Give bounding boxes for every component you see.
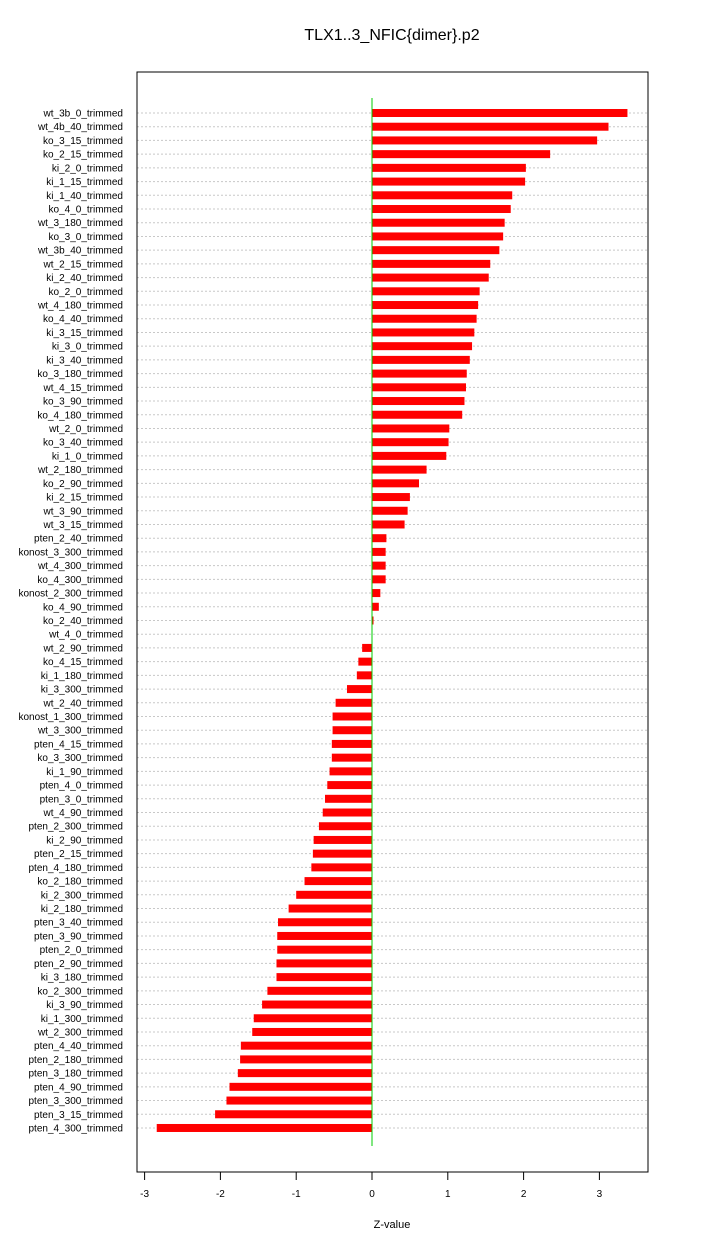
bar — [319, 822, 372, 830]
bar — [372, 520, 405, 528]
category-label: ko_2_90_trimmed — [42, 478, 123, 490]
bar — [357, 671, 372, 679]
category-label: ko_3_40_trimmed — [42, 437, 123, 449]
bar — [372, 109, 627, 117]
category-label: pten_3_300_trimmed — [28, 1096, 123, 1108]
category-label: pten_4_90_trimmed — [34, 1082, 123, 1094]
category-label: ki_2_300_trimmed — [40, 890, 123, 902]
category-label: ko_4_300_trimmed — [37, 574, 123, 586]
bar — [372, 507, 408, 515]
category-label: ki_3_0_trimmed — [51, 341, 123, 353]
x-tick-label: 0 — [369, 1189, 375, 1200]
category-label: konost_2_300_trimmed — [18, 588, 123, 600]
category-label: ki_1_300_trimmed — [40, 1013, 123, 1025]
category-label: pten_3_180_trimmed — [28, 1068, 123, 1080]
category-label: pten_3_15_trimmed — [34, 1109, 123, 1121]
category-label: wt_2_180_trimmed — [37, 465, 123, 477]
category-label: pten_4_15_trimmed — [34, 739, 123, 751]
x-tick-label: 1 — [445, 1189, 451, 1200]
x-axis-label: Z-value — [373, 1219, 411, 1231]
bar — [372, 178, 525, 186]
bar — [226, 1097, 372, 1105]
bar — [372, 534, 386, 542]
x-axis — [140, 1172, 602, 1200]
category-label: ki_1_0_trimmed — [51, 451, 123, 463]
category-label: wt_2_300_trimmed — [37, 1027, 123, 1039]
category-label: pten_4_300_trimmed — [28, 1123, 123, 1135]
bar — [332, 754, 372, 762]
category-label: ki_2_90_trimmed — [46, 835, 123, 847]
bar — [358, 658, 372, 666]
x-tick-label: 3 — [596, 1189, 603, 1200]
category-label: ki_3_15_trimmed — [46, 327, 123, 339]
bar — [332, 740, 372, 748]
bar — [372, 356, 470, 364]
category-label: ko_3_180_trimmed — [37, 369, 123, 381]
category-label: wt_4_15_trimmed — [43, 382, 123, 394]
bar — [240, 1055, 372, 1063]
category-label: wt_4_0_trimmed — [49, 629, 123, 641]
category-label: wt_3b_40_trimmed — [37, 245, 123, 257]
bar — [276, 973, 372, 981]
category-label: ki_1_15_trimmed — [46, 177, 123, 189]
bar — [372, 411, 462, 419]
category-labels — [18, 109, 123, 1135]
bar — [372, 424, 449, 432]
bar — [289, 905, 372, 913]
bar — [372, 164, 526, 172]
category-label: ko_4_0_trimmed — [48, 204, 123, 216]
category-label: ki_2_0_trimmed — [51, 163, 123, 175]
category-label: pten_2_0_trimmed — [39, 945, 123, 957]
category-label: ko_2_0_trimmed — [48, 286, 123, 298]
bar — [372, 274, 489, 282]
bar — [267, 987, 372, 995]
category-label: wt_4_90_trimmed — [43, 808, 123, 820]
category-label: konost_1_300_trimmed — [18, 712, 123, 724]
bar — [254, 1014, 372, 1022]
bar — [372, 575, 386, 583]
bar — [372, 150, 550, 158]
bar — [372, 383, 466, 391]
category-label: konost_3_300_trimmed — [18, 547, 123, 559]
bar — [372, 370, 467, 378]
category-label: ko_2_15_trimmed — [42, 149, 123, 161]
category-label: wt_2_90_trimmed — [43, 643, 123, 655]
bar — [372, 342, 472, 350]
bar — [362, 644, 372, 652]
category-label: wt_2_40_trimmed — [43, 698, 123, 710]
bar — [372, 397, 464, 405]
bar — [276, 959, 372, 967]
bar — [372, 589, 380, 597]
bar — [372, 136, 597, 144]
category-label: wt_3_180_trimmed — [37, 218, 123, 230]
category-label: pten_2_15_trimmed — [34, 849, 123, 861]
bar — [333, 713, 372, 721]
category-label: ki_3_90_trimmed — [46, 1000, 123, 1012]
bar — [372, 438, 449, 446]
bar — [252, 1028, 372, 1036]
category-label: ko_3_0_trimmed — [48, 231, 123, 243]
bar — [372, 479, 419, 487]
category-label: ki_3_40_trimmed — [46, 355, 123, 367]
category-label: wt_3_300_trimmed — [37, 725, 123, 737]
bar — [372, 287, 480, 295]
x-tick-label: -3 — [140, 1189, 150, 1200]
bar — [296, 891, 372, 899]
bar — [372, 493, 410, 501]
bar — [372, 452, 446, 460]
category-label: pten_2_90_trimmed — [34, 958, 123, 970]
x-tick-label: 2 — [520, 1189, 527, 1200]
bar — [372, 219, 505, 227]
category-label: pten_3_90_trimmed — [34, 931, 123, 943]
category-label: ki_2_180_trimmed — [40, 904, 123, 916]
bar — [262, 1001, 372, 1009]
bar — [229, 1083, 372, 1091]
bar — [372, 232, 503, 240]
bar-layer — [157, 109, 628, 1132]
category-label: ko_3_90_trimmed — [42, 396, 123, 408]
bar — [305, 877, 372, 885]
category-label: ko_2_180_trimmed — [37, 876, 123, 888]
bar — [327, 781, 372, 789]
category-label: ki_2_40_trimmed — [46, 273, 123, 285]
category-label: pten_4_0_trimmed — [39, 780, 123, 792]
category-label: ko_4_15_trimmed — [42, 657, 123, 669]
bar — [157, 1124, 372, 1132]
category-label: wt_3_15_trimmed — [43, 519, 123, 531]
bar — [278, 918, 372, 926]
category-label: wt_3b_0_trimmed — [43, 108, 123, 120]
bar — [372, 246, 499, 254]
category-label: wt_4_180_trimmed — [37, 300, 123, 312]
bar — [325, 795, 372, 803]
bar — [238, 1069, 372, 1077]
bar — [215, 1110, 372, 1118]
category-label: pten_4_180_trimmed — [28, 862, 123, 874]
category-label: ki_3_300_trimmed — [40, 684, 123, 696]
bar — [372, 191, 512, 199]
category-label: pten_2_40_trimmed — [34, 533, 123, 545]
category-label: ko_2_40_trimmed — [42, 615, 123, 627]
category-label: ki_1_40_trimmed — [46, 190, 123, 202]
bar — [372, 466, 427, 474]
bar — [372, 562, 386, 570]
x-tick-label: -1 — [291, 1189, 301, 1200]
category-label: pten_4_40_trimmed — [34, 1041, 123, 1053]
bar — [372, 328, 474, 336]
bar — [372, 301, 478, 309]
bar — [313, 850, 372, 858]
category-label: pten_3_40_trimmed — [34, 917, 123, 929]
category-label: wt_4b_40_trimmed — [37, 122, 123, 134]
category-label: ko_2_300_trimmed — [37, 986, 123, 998]
category-label: pten_2_180_trimmed — [28, 1054, 123, 1066]
bar — [277, 932, 372, 940]
x-tick-label: -2 — [215, 1189, 225, 1200]
bar — [372, 548, 386, 556]
bar — [330, 767, 372, 775]
bar — [372, 123, 608, 131]
category-label: pten_3_0_trimmed — [39, 794, 123, 806]
bar — [333, 726, 372, 734]
bar — [372, 205, 511, 213]
category-label: wt_3_90_trimmed — [43, 506, 123, 518]
bar — [311, 863, 372, 871]
bar — [372, 603, 379, 611]
category-label: ki_2_15_trimmed — [46, 492, 123, 504]
bar — [347, 685, 372, 693]
category-label: ki_1_180_trimmed — [40, 670, 123, 682]
category-label: ko_4_40_trimmed — [42, 314, 123, 326]
bar — [277, 946, 372, 954]
category-label: ko_3_15_trimmed — [42, 135, 123, 147]
category-label: ki_1_90_trimmed — [46, 766, 123, 778]
bar — [323, 809, 372, 817]
category-label: wt_4_300_trimmed — [37, 561, 123, 573]
category-label: ki_3_180_trimmed — [40, 972, 123, 984]
bar — [336, 699, 372, 707]
category-label: ko_4_90_trimmed — [42, 602, 123, 614]
chart-title: TLX1..3_NFIC{dimer}.p2 — [304, 27, 480, 44]
category-label: ko_3_300_trimmed — [37, 753, 123, 765]
category-label: ko_4_180_trimmed — [37, 410, 123, 422]
bar — [241, 1042, 372, 1050]
category-label: wt_2_15_trimmed — [43, 259, 123, 271]
category-label: pten_2_300_trimmed — [28, 821, 123, 833]
category-label: wt_2_0_trimmed — [49, 423, 123, 435]
bar — [314, 836, 372, 844]
bar — [372, 315, 477, 323]
bar — [372, 260, 490, 268]
